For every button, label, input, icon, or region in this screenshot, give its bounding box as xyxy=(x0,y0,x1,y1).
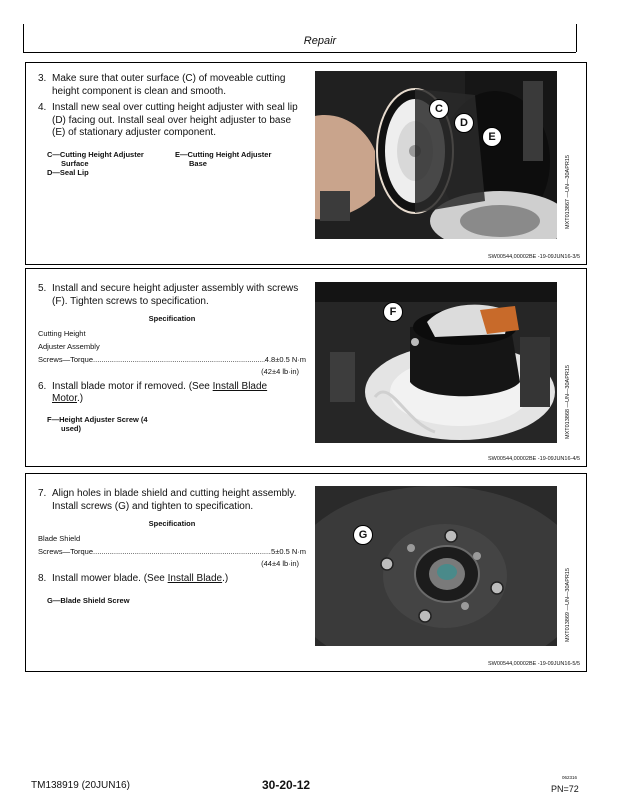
procedure-section-2 xyxy=(25,268,587,467)
spec-title-2: Specification xyxy=(148,314,196,323)
section-1-text xyxy=(38,73,306,180)
callout-g: G xyxy=(353,525,373,545)
page-header-title: Repair xyxy=(303,35,337,47)
photo-blade-shield xyxy=(315,486,557,646)
section-3-text xyxy=(38,488,306,605)
legend-g: G—Blade Shield Screw xyxy=(47,596,130,605)
spec-torque-row-3: Screws—Torque ..... 5±0.5 N·m xyxy=(38,545,306,558)
step-6: 6. Install blade motor if removed. (See Install Blade Motor.) xyxy=(38,380,268,404)
step-5: 5. Install and secure height adjuster assembly with screws (F). Tighten screws to specification. xyxy=(38,283,299,307)
spec-line-blade-shield: Blade Shield xyxy=(38,533,81,543)
footer-document-id: TM138919 (20JUN16) xyxy=(31,780,130,791)
spec-alt-3: (44±4 lb·in) xyxy=(261,558,299,568)
footer-date-code: 062316 xyxy=(562,775,578,780)
spec-line-1: Cutting Height xyxy=(38,328,86,338)
footer-page-number: 30-20-12 xyxy=(262,778,311,792)
image-code-3: MXT013869 —UN—30APR15 xyxy=(565,568,571,642)
step-4: 4. Install new seal over cutting height adjuster with seal lip (D) facing out. Install seal over height adjuster to base (E) of stationary adjuster component. xyxy=(38,102,298,138)
spec-title-3: Specification xyxy=(148,519,196,528)
legend-c: C—Cutting Height Adjuster Surface D—Seal Lip xyxy=(47,149,144,177)
header-rule xyxy=(23,52,576,53)
reference-id-2: SW00544,00002BE -19-09JUN16-4/5 xyxy=(487,456,580,462)
step-3: 3. Make sure that outer surface (C) of moveable cutting height component is clean and smooth. xyxy=(38,73,286,97)
legend-f: F—Height Adjuster Screw (4 used) xyxy=(47,414,148,433)
callout-d: D xyxy=(454,113,474,133)
step-7: 7. Align holes in blade shield and cutting height assembly. Install screws (G) and tighten to specification. xyxy=(38,488,297,512)
procedure-section-3 xyxy=(25,473,587,672)
image-code-2: MXT013868 —UN—30APR15 xyxy=(565,365,571,439)
section-2-text xyxy=(38,283,306,433)
photo-cutting-height-adjuster xyxy=(315,71,557,239)
spec-line-2: Adjuster Assembly xyxy=(38,341,100,351)
callout-c: C xyxy=(429,99,449,119)
legend-1 xyxy=(38,150,306,180)
spec-alt-2: (42±4 lb·in) xyxy=(261,366,299,376)
step-8: 8. Install mower blade. (See Install Blade.) xyxy=(38,572,229,584)
footer-pn: PN=72 xyxy=(551,784,579,794)
link-install-blade[interactable]: Install Blade xyxy=(167,572,223,584)
photo-height-adjuster-assembly xyxy=(315,282,557,443)
image-code-1: MXT013867 —UN—30APR15 xyxy=(565,155,571,229)
spec-torque-row-2: Screws—Torque ..... 4.8±0.5 N·m xyxy=(38,353,306,366)
reference-id-1: SW00544,00002BE -19-09JUN16-3/5 xyxy=(487,254,580,260)
procedure-section-1 xyxy=(25,62,587,265)
callout-e: E xyxy=(482,127,502,147)
link-install-blade-motor[interactable]: Install Blade Motor xyxy=(52,380,268,404)
reference-id-3: SW00544,00002BE -19-09JUN16-5/5 xyxy=(487,661,580,667)
legend-e: E—Cutting Height Adjuster Base xyxy=(175,149,272,168)
callout-f: F xyxy=(383,302,403,322)
